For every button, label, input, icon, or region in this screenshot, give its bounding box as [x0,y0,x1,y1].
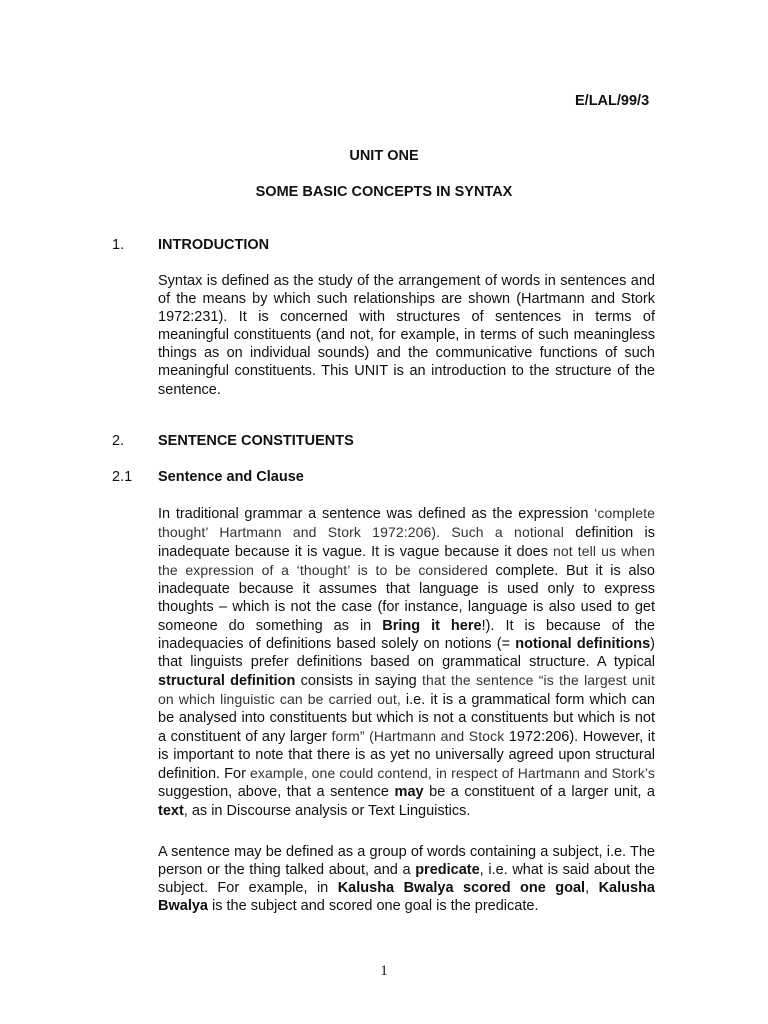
subject-predicate-paragraph [158,843,655,915]
bold-term: notional definitions [515,635,651,652]
sentence-definition-paragraph [158,504,655,820]
text-segment: definition is inadequate because it is vague. It is vague because it does [158,525,655,561]
text-segment: !). It is because of the inadequacies of definitions based solely on notions (= [158,617,655,652]
text-segment: , [585,880,599,897]
section-1-number: 1. [112,237,125,253]
section-2-1-number: 2.1 [112,469,133,485]
text-segment: complete. But it is also inadequate because it assumes that language is used only to express thoughts – which is not the case (for instance, language is also used to get someone do something as in [158,563,655,634]
page-number: 1 [380,963,388,979]
section-2-1-title: Sentence and Clause [158,469,304,485]
text-segment: i.e. it is a grammatical form which can be analysed into constituents but which is not a constituents but which is not a constituent of any larger [158,691,655,746]
text-segment: A sentence may be defined as a group of words containing a subject, i.e. The person or the thing talked about, and a [158,844,655,879]
text-segment: ) that linguists prefer definitions based on grammatical structure. A typical [158,635,655,670]
text-segment: example, one could contend, in respect of Hartmann and Stork’s [250,765,655,782]
section-1-title: INTRODUCTION [158,237,270,253]
text-segment: form” (Hartmann and Stock [331,728,505,745]
text-segment: , as in Discourse analysis or Text Linguistics. [183,802,471,819]
text-segment: ‘complete thought’ Hartmann and Stork 1972:206). Such a notional [158,505,655,541]
text-segment: that the sentence “is the largest unit on which linguistic can be carried out, [158,671,655,707]
text-segment: be a constituent of a larger unit, a [423,784,655,801]
text-segment: , i.e. what is said about the subject. For example, in [158,862,655,897]
document-reference: E/LAL/99/3 [575,93,650,109]
bold-term: structural definition [158,672,296,689]
text-segment: In traditional grammar a sentence was defined as the expression [158,506,595,522]
bold-term: text [158,802,184,819]
unit-subtitle: SOME BASIC CONCEPTS IN SYNTAX [255,184,513,200]
bold-example: Kalusha Bwalya [158,880,655,915]
section-2-title: SENTENCE CONSTITUENTS [158,433,354,449]
text-segment: is the subject and scored one goal is the predicate. [207,898,539,915]
bold-term: may [394,784,424,801]
text-segment: consists in saying [295,672,422,689]
text-segment: 1972:206). However, it is important to note that there is as yet no universally agreed upon structural definition. For [158,729,655,783]
text-segment: suggestion, above, that a sentence [158,784,395,801]
bold-example: Bring it here [382,617,482,634]
section-1-paragraph: Syntax is defined as the study of the arrangement of words in sentences and of the means by which such relationships are shown (Hartmann and Stork 1972:231). It is concerned with structures of sentences in terms of meaningful constituents (and not, for example, in terms of such meaningless things as on individual sounds) and the communicative functions of such meaningful constituents. This UNIT is an introduction to the structure of the sentence. [158,273,655,398]
section-2-number: 2. [112,433,125,449]
bold-example: Kalusha Bwalya scored one goal [337,880,586,897]
text-segment: not tell us when the expression of a ‘thought’ is to be considered [158,543,655,579]
unit-title: UNIT ONE [349,148,419,164]
bold-term: predicate [415,862,480,879]
